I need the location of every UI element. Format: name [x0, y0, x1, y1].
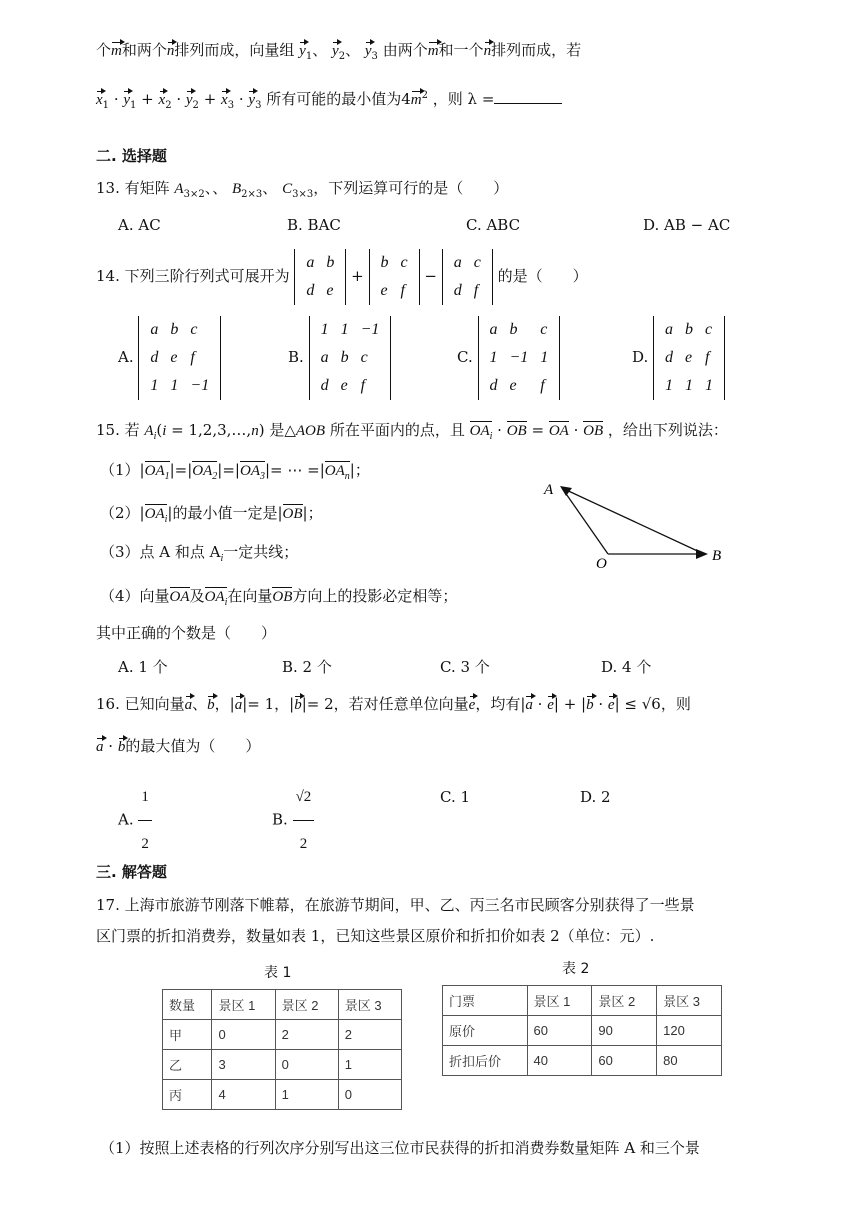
table-2-cell: 原价: [443, 1016, 528, 1046]
q15-question: 其中正确的个数是（ ）: [96, 624, 277, 642]
vector-m: m: [111, 43, 122, 59]
table-2-cell: 景区 2: [592, 986, 657, 1016]
table-2: [442, 985, 722, 1076]
q15-statement-4: （4）向量OA及$OA_i$在向量OB方向上的投影必定相等；: [100, 587, 458, 608]
table-1-cell: 2: [338, 1020, 401, 1050]
q16-option-b: B. $\frac{√2}{2}$: [272, 774, 314, 867]
table-1: [162, 989, 402, 1110]
vertex-o-label: O: [596, 556, 607, 572]
q14-option-b: B. 1 1 −1 a b c d e f: [288, 314, 391, 400]
table-2-caption: 表 2: [562, 961, 590, 977]
table-1-cell: 数量: [163, 990, 212, 1020]
triangle-aob-figure: [536, 474, 736, 574]
vector-y2: y: [332, 43, 339, 59]
question-16: 16. 已知向量a、b，|a|= 1，|b|= 2，若对任意单位向量e，均有|a · e| + |b · e| ≤ √6，则: [96, 695, 691, 713]
q13-option-b: B. BAC: [287, 216, 341, 234]
table-1-cell: 2: [275, 1020, 338, 1050]
table-row: [443, 1046, 722, 1076]
q14-option-c: C. a b c 1 −1 1 d e f: [457, 314, 560, 400]
q16-line-2: a · b的最大值为（ ）: [96, 737, 261, 755]
vector-y3: y: [364, 43, 372, 59]
table-1-cell: 景区 2: [275, 990, 338, 1020]
table-2-cell: 120: [657, 1016, 722, 1046]
table-2-cell: 60: [527, 1016, 592, 1046]
table-1-cell: 0: [275, 1050, 338, 1080]
question-15: 15. 若 $A_i(i$ = 1,2,3,…,n) 是△AOB 所在平面内的点，且 $OA_i$ · OB = OA · OB ，给出下列说法：: [96, 421, 728, 442]
q13-option-a: A. AC: [118, 216, 161, 234]
section-title: 三. 解答题: [96, 863, 167, 881]
q15-statement-1: $(1)|OA_1|=|OA_2|=|OA_3|=$ ⋯ $=|OA_n|$；: [100, 461, 370, 482]
table-2-cell: 景区 3: [657, 986, 722, 1016]
table-row: [163, 1050, 402, 1080]
table-2-cell: 门票: [443, 986, 528, 1016]
q17-line-2: 区门票的折扣消费券，数量如表 1，已知这些景区原价和折扣价如表 2（单位：元）.: [96, 927, 655, 945]
q15-option-c: C. 3 个: [440, 658, 490, 676]
q15-option-b: B. 2 个: [282, 658, 332, 676]
table-1-cell: 乙: [163, 1050, 212, 1080]
q15-option-a: A. 1 个: [118, 658, 168, 676]
vertex-a-label: A: [544, 482, 554, 498]
table-1-cell: 3: [212, 1050, 275, 1080]
table-2-cell: 80: [657, 1046, 722, 1076]
q15-option-d: D. 4 个: [601, 658, 652, 676]
q13-option-d: D. AB − AC: [643, 216, 731, 234]
q15-statement-3: （3）点 A 和点 $A_i$一定共线；: [100, 543, 299, 564]
vector-y1: y: [299, 43, 306, 59]
table-2-cell: 90: [592, 1016, 657, 1046]
q16-option-c: C. 1: [440, 788, 471, 806]
vector-n: n: [166, 43, 175, 59]
q17-part-1: （1）按照上述表格的行列次序分别写出这三位市民获得的折扣消费券数量矩阵 A 和三个景: [100, 1139, 700, 1157]
table-1-cell: 0: [338, 1080, 401, 1110]
table-2-cell: 景区 1: [527, 986, 592, 1016]
q15-statement-2: $(2)|OA_i|$的最小值一定是|OB|；: [100, 504, 323, 525]
table-1-cell: 1: [275, 1080, 338, 1110]
table-1-cell: 0: [212, 1020, 275, 1050]
table-1-cell: 景区 3: [338, 990, 401, 1020]
table-1-cell: 1: [338, 1050, 401, 1080]
q16-option-d: D. 2: [580, 788, 611, 806]
q17-line-1: 17. 上海市旅游节刚落下帷幕，在旅游节期间，甲、乙、丙三名市民顾客分别获得了一些景: [96, 896, 695, 914]
intro-line-1: 个m和两个n排列而成，向量组 $y_1$、 $y_2$、 $y_3$ 由两个m和一个n排列而成，若: [96, 41, 582, 62]
table-1-cell: 甲: [163, 1020, 212, 1050]
table-row: [163, 1020, 402, 1050]
intro-line-2: $x_1 \cdot y_1 + x_2 \cdot y_2 + x_3 \cdot y_3$ 所有可能的最小值为$4m^2$ ，则 λ =: [96, 86, 562, 116]
answer-blank: [494, 89, 562, 104]
table-1-cell: 丙: [163, 1080, 212, 1110]
table-2-cell: 40: [527, 1046, 592, 1076]
table-row: [163, 990, 402, 1020]
table-row: [163, 1080, 402, 1110]
q14-option-d: D. a b c d e f 1 1 1: [632, 314, 725, 400]
q16-option-a: A. $\frac{1}{2}$: [118, 774, 152, 867]
table-row: [443, 1016, 722, 1046]
table-1-caption: 表 1: [264, 965, 292, 981]
question-14: 14. 下列三阶行列式可展开为 a b d e + b c e f − a c d f 的是（ ）: [96, 248, 588, 305]
question-13: 13. 有矩阵 $A_{3\times 2}$、、 $B_{2\times 3}$、 $C_{3\times 3}$，下列运算可行的是（ ）: [96, 179, 509, 200]
q14-option-a: A. a b c d e f 1 1 −1: [118, 314, 221, 400]
table-1-cell: 4: [212, 1080, 275, 1110]
table-2-cell: 60: [592, 1046, 657, 1076]
q13-option-c: C. ABC: [466, 216, 521, 234]
table-1-cell: 景区 1: [212, 990, 275, 1020]
section-title: 二. 选择题: [96, 147, 167, 165]
table-row: [443, 986, 722, 1016]
table-2-cell: 折扣后价: [443, 1046, 528, 1076]
vertex-b-label: B: [712, 548, 722, 564]
